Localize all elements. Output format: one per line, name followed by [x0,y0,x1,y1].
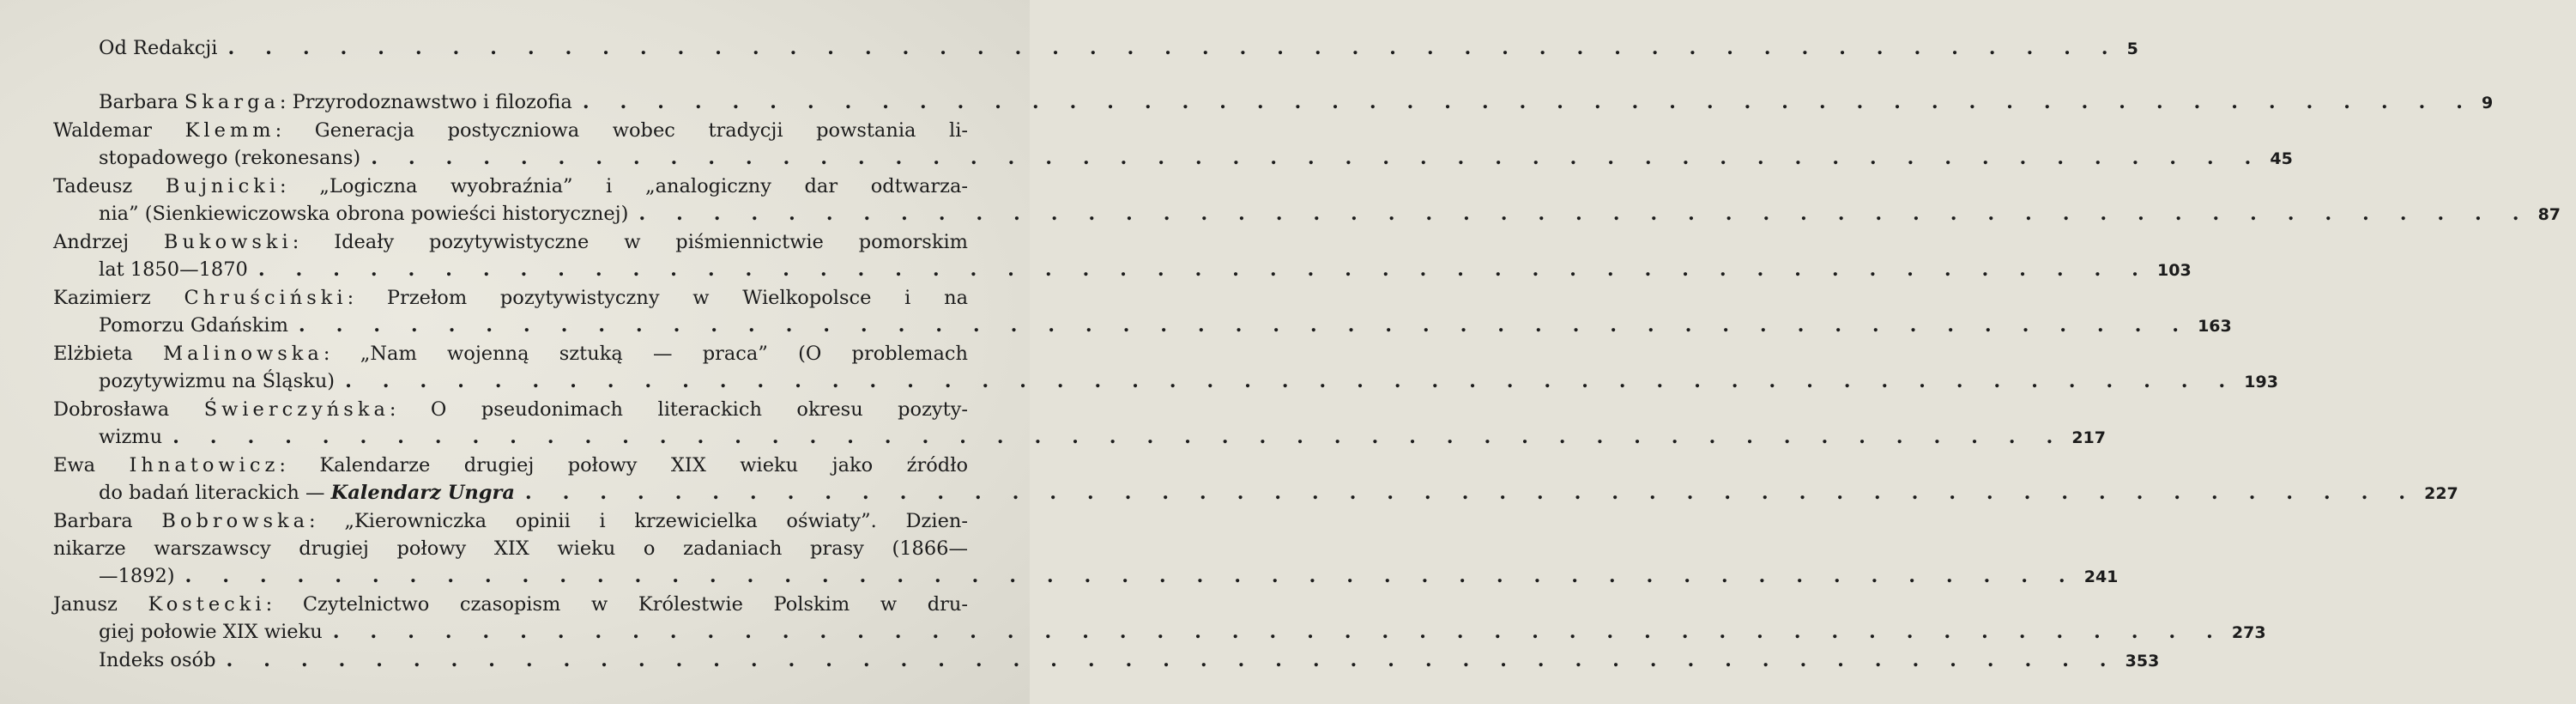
page-number: 163 [2198,317,2232,336]
author-surname: Kostecki [148,593,266,616]
author-first-name: Waldemar [53,119,153,142]
entry-title-text: nikarze warszawscy drugiej połowy XIX wieku o zadaniach prasy (1866— [53,537,968,560]
author-surname: Ihnatowicz [129,454,280,476]
entry-title-text: lat 1850—1870 [99,258,248,281]
toc-entry [53,173,2561,228]
entry-title-text: Pomorzu Gdańskim [99,314,288,337]
page-number: 273 [2231,623,2266,642]
author-surname: Malinowska [163,343,324,365]
author-first-name: Tadeusz [53,175,133,197]
toc-entry-line: Ewa Ihnatowicz: Kalendarze drugiej połowy XIX wieku jako źródło [53,454,968,476]
toc-entry-last-line [99,312,2232,340]
page-number: 5 [2126,39,2138,58]
entry-title-italic: Kalendarz Ungra [330,482,515,504]
toc-entry-line: Elżbieta Malinowska: „Nam wojenną sztuką — praca” (O problemach [53,343,968,365]
entry-title-text: stopadowego (rekonesans) [99,147,361,169]
entry-title-text: giej połowie XIX wieku [99,621,323,643]
leader-dots: . . . . . . . . . . . . . . . . . . . . . . . . . . . . . . . . . . . . . . . . . . . . . . . . . . . [582,91,2476,113]
table-of-contents [53,34,2561,675]
toc-entry-line: Janusz Kostecki: Czytelnictwo czasopism w Królestwie Polskim w dru- [53,593,969,616]
toc-entry-last-line [99,144,2293,173]
entry-title-text: „Logiczna wyobraźnia” i „analogiczny dar odtwarza- [319,175,969,197]
author-first-name: Janusz [53,593,118,616]
page-number: 217 [2071,428,2106,447]
entry-title-text: „Nam wojenną sztuką — praca” (O problemach [360,343,968,365]
leader-dots: . . . . . . . . . . . . . . . . . . . . . . . . . . . . . . . . . . . . . . . . . . . . . . . . . . . [227,37,2120,59]
toc-entry-line: Dobrosława Świerczyńska: O pseudonimach literackich okresu pozyty- [53,398,968,421]
toc-entry [53,396,2106,452]
toc-entry-last-line [99,256,2192,284]
author-surname: Bujnicki [165,175,281,197]
toc-entry [53,340,2278,396]
leader-dots: . . . . . . . . . . . . . . . . . . . . . . . . . . . . . . . . . . . . . . . . . . . . . . . . . . . [524,482,2418,504]
author-surname: Skarga [184,91,280,113]
toc-entry [53,228,2192,284]
leader-dots: . . . . . . . . . . . . . . . . . . . . . . . . . . . . . . . . . . . . . . . . . . . . . . . . . . . [638,203,2531,225]
page-number: 353 [2125,652,2160,671]
toc-entry-line: Tadeusz Bujnicki: „Logiczna wyobraźnia” i „analogiczny dar odtwarza- [53,175,969,197]
toc-entry [53,88,2494,117]
entry-title-text: —1892) [99,565,175,587]
entry-title-text: nia” (Sienkiewiczowska obrona powieści historycznej) [99,203,629,225]
author-first-name: Kazimierz [53,287,151,309]
leader-dots: . . . . . . . . . . . . . . . . . . . . . . . . . . . . . . . . . . . . . . . . . . . . . . . . . . . [298,314,2192,337]
toc-entry-last-line [99,367,2278,396]
author-surname: Chruściński [184,287,348,309]
toc-entry-last-line [99,423,2106,452]
author-surname: Bukowski [163,231,293,253]
leader-dots: . . . . . . . . . . . . . . . . . . . . . . . . . . . . . . . . . . . . . . . . . . . . . . . . . . . [371,147,2264,169]
toc-entry-last-line [99,562,2119,591]
toc-entry-last-line [99,200,2561,228]
entry-title-text: Czytelnictwo czasopism w Królestwie Polskim w dru- [302,593,969,616]
page-number: 9 [2482,94,2494,112]
author-first-name: Barbara [53,510,133,532]
toc-entry [53,646,2160,675]
toc-entry [53,34,2138,63]
page-number: 193 [2244,373,2278,391]
toc-entry-last-line: Barbara Skarga: Przyrodoznawstwo i filozofia . . . . . . . . . . . . . . . . . . . . . . . . . . . . . . . . . . . . . . . . . . . . . . . . . . . 9 [99,88,968,117]
author-surname: Bobrowska [161,510,310,532]
toc-entry-line: Kazimierz Chruściński: Przełom pozytywistyczny w Wielkopolsce i na [53,287,968,309]
leader-dots: . . . . . . . . . . . . . . . . . . . . . . . . . . . . . . . . . . . . . . . . . . . . . . . . . . . [332,621,2225,643]
entry-title-text: Generacja postyczniowa wobec tradycji powstania li- [314,119,968,142]
author-first-name: Barbara [99,91,178,113]
leader-dots: . . . . . . . . . . . . . . . . . . . . . . . . . . . . . . . . . . . . . . . . . . . . . . . . . . . [172,426,2065,448]
toc-entry-line: Barbara Bobrowska: „Kierowniczka opinii i krzewicielka oświaty”. Dzien- [53,510,968,532]
author-surname: Klemm [184,119,275,142]
entry-title-text: do badań literackich — [99,482,331,504]
page-number: 87 [2537,205,2561,224]
author-first-name: Elżbieta [53,343,133,365]
leader-dots: . . . . . . . . . . . . . . . . . . . . . . . . . . . . . . . . . . . . . . . . . . . . . . . . . . . [184,565,2077,587]
entry-title-text: Od Redakcji [99,37,218,59]
entry-title-text: pozytywizmu na Śląsku) [99,370,336,392]
entry-title-text: Przełom pozytywistyczny w Wielkopolsce i na [386,287,968,309]
toc-entry [53,591,2266,646]
toc-entry [53,284,2232,340]
toc-entry [53,452,2458,507]
author-first-name: Andrzej [53,231,130,253]
entry-title-text: O pseudonimach literackich okresu pozyty- [430,398,968,421]
page-number: 45 [2270,149,2293,168]
toc-entry-line: Waldemar Klemm: Generacja postyczniowa wobec tradycji powstania li- [53,119,968,142]
author-first-name: Dobrosława [53,398,170,421]
toc-entry [53,117,2293,173]
page-number: 227 [2424,484,2458,503]
toc-entry-line [53,535,968,562]
entry-title-text: Kalendarze drugiej połowy XIX wieku jako źródło [319,454,968,476]
page-number: 103 [2157,261,2192,280]
toc-entry-last-line [99,618,2266,646]
entry-title-text: „Kierowniczka opinii i krzewicielka oświaty”. Dzien- [344,510,968,532]
leader-dots: . . . . . . . . . . . . . . . . . . . . . . . . . . . . . . . . . . . . . . . . . . . . . . . . . . . [257,258,2150,281]
entry-title-text: wizmu [99,426,163,448]
toc-entry-line: Andrzej Bukowski: Ideały pozytywistyczne w piśmiennictwie pomorskim [53,231,969,253]
entry-title-text: Przyrodoznawstwo i filozofia [292,91,572,113]
page-number: 241 [2083,567,2119,586]
toc-entry-last-line [99,34,2138,63]
toc-entry-last-line [99,646,2160,675]
author-surname: Świerczyńska [203,398,390,421]
entry-title-text: Indeks osób [99,649,216,671]
author-first-name: Ewa [53,454,96,476]
entry-title-text: Ideały pozytywistyczne w piśmiennictwie pomorskim [334,231,969,253]
toc-entry [53,507,2119,591]
leader-dots: . . . . . . . . . . . . . . . . . . . . . . . . . . . . . . . . . . . . . . . . . . . . . . . . . . . [226,649,2119,671]
toc-entry-last-line [99,479,2458,507]
leader-dots: . . . . . . . . . . . . . . . . . . . . . . . . . . . . . . . . . . . . . . . . . . . . . . . . . . . [345,370,2238,392]
